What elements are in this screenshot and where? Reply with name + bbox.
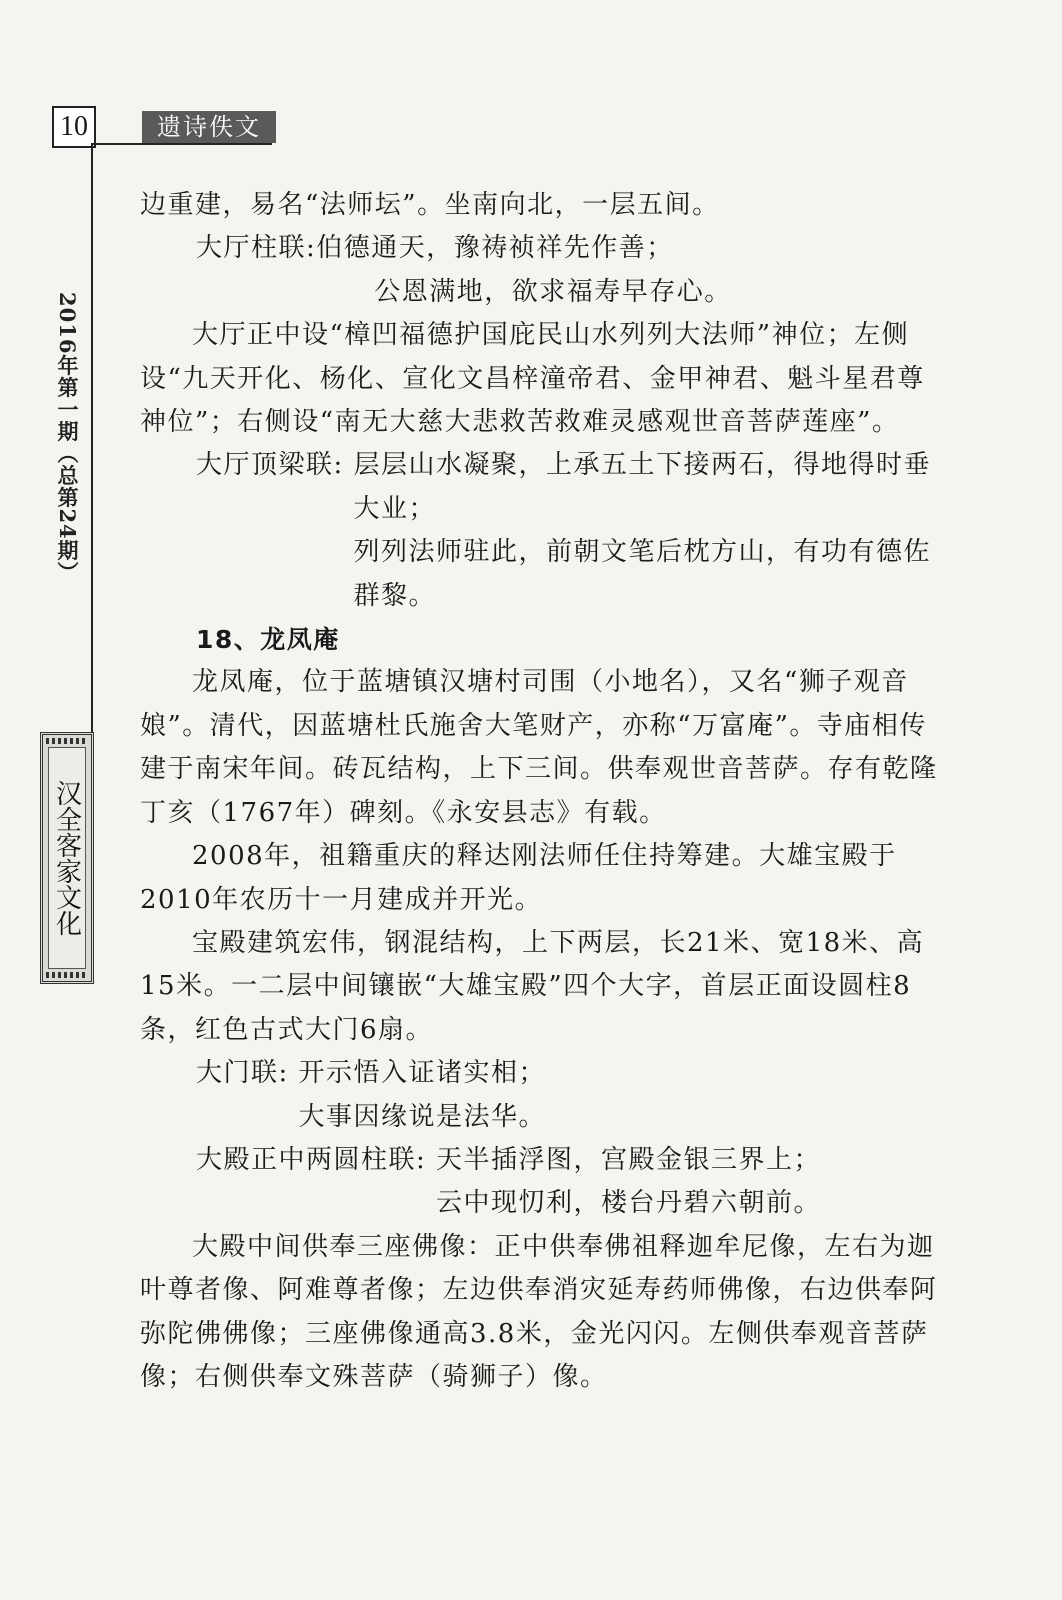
couplet-lines: [436, 1139, 952, 1226]
couplet-label: 大殿正中两圆柱联:: [196, 1144, 437, 1175]
emblem-text: 汉全客家文化: [48, 747, 86, 969]
couplet-line: 天半插浮图，宫殿金银三界上；: [436, 1144, 822, 1175]
margin-rule: [91, 143, 93, 733]
couplet-line: 云中现忉利，楼台丹碧六朝前。: [436, 1188, 822, 1219]
paragraph: 边重建，易名“法师坛”。坐南向北，一层五间。: [140, 190, 720, 220]
paragraph: 2008年，祖籍重庆的释达刚法师任住持筹建。大雄宝殿于2010年农历十一月建成并开光。: [140, 841, 897, 915]
header-rule: [92, 143, 272, 145]
couplet-line: 列列法师驻此，前朝文笔后枕方山，有功有德佐群黎。: [353, 537, 932, 611]
couplet: [140, 1139, 952, 1226]
couplet-line: 伯德通天，豫祷祯祥先作善；: [316, 233, 674, 264]
couplet-label: 大厅顶梁联:: [196, 450, 354, 481]
couplet-lines: [299, 1052, 952, 1139]
paragraph: 宝殿建筑宏伟，钢混结构，上下两层，长21米、宽18米、高15米。一二层中间镶嵌“大雄宝殿”四个大字，首层正面设圆柱8条，红色古式大门6扇。: [140, 927, 925, 1045]
article-body: [140, 184, 952, 1399]
paragraph: 大殿中间供奉三座佛像：正中供奉佛祖释迦牟尼像，左右为迦叶尊者像、阿难尊者像；左边供奉消灾延寿药师佛像，右边供奉阿弥陀佛佛像；三座佛像通高3.8米，金光闪闪。左侧供奉观音菩萨像；右侧供奉文殊菩萨（骑狮子）像。: [140, 1231, 938, 1392]
couplet-line: 公恩满地，欲求福寿早存心。: [374, 276, 732, 307]
couplet-line: 层层山水凝聚，上承五土下接两石，得地得时垂大业；: [353, 450, 932, 524]
paragraph: 龙凤庵，位于蓝塘镇汉塘村司围（小地名），又名“狮子观音娘”。清代，因蓝塘杜氏施舍大笔财产，亦称“万富庵”。寺庙相传建于南宋年间。砖瓦结构，上下三间。供奉观世音菩萨。存有乾隆丁亥（1767年）碑刻。《永安县志》有载。: [140, 667, 938, 828]
couplet: [140, 227, 952, 314]
section-tag: 遗诗佚文: [142, 111, 276, 143]
couplet-lines: [354, 444, 952, 618]
couplet-line: 开示悟入证诸实相；: [298, 1058, 547, 1089]
couplet-line: 大事因缘说是法华。: [298, 1101, 547, 1132]
issue-label: 2016年第一期（总第24期）: [55, 292, 80, 584]
couplet-label: 大门联:: [196, 1058, 299, 1089]
section-heading: 18、龙凤庵: [196, 625, 340, 655]
couplet: [140, 444, 952, 618]
page-number: 10: [52, 106, 96, 148]
paragraph: 大厅正中设“樟凹福德护国庇民山水列列大法师”神位；左侧设“九天开化、杨化、宣化文昌梓潼帝君、金甲神君、魁斗星君尊神位”；右侧设“南无大慈大悲救苦救难灵感观世音菩萨莲座”。: [140, 320, 925, 438]
couplet-lines: [316, 227, 952, 314]
journal-emblem: [40, 732, 94, 984]
couplet-label: 大厅柱联:: [196, 233, 317, 264]
couplet: [140, 1052, 952, 1139]
